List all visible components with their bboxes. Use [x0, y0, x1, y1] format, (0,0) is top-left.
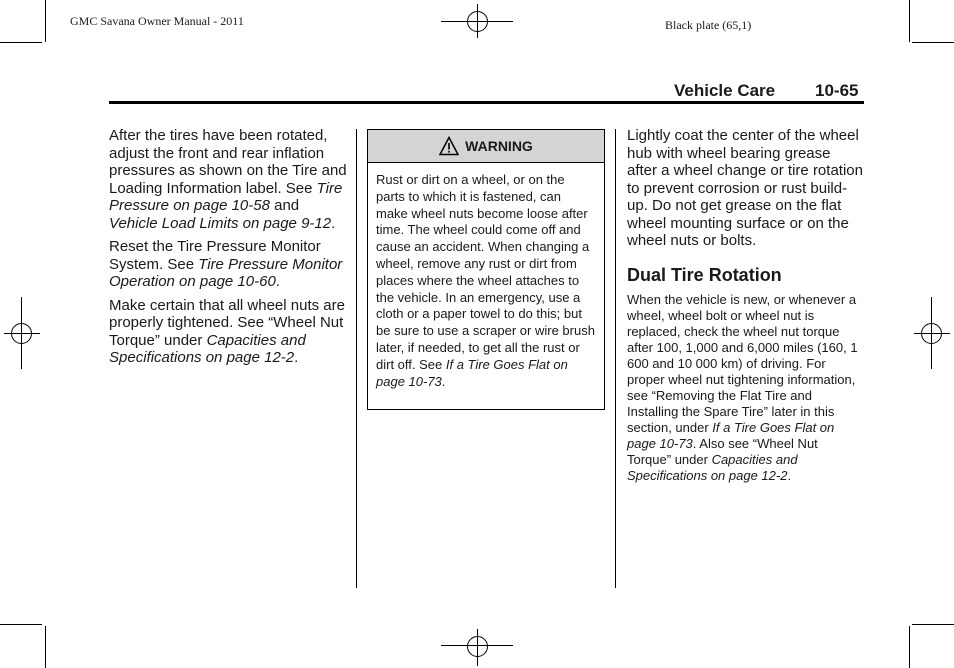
paragraph	[627, 292, 863, 484]
body-text: When the vehicle is new, or whenever a wheel, wheel bolt or wheel nut is replaced, check the wheel nut torque after 100, 1,000 and 6,000 miles (160, 1 600 and 10 000 km) of driving. For proper wheel nut tightening information, see “Removing the Flat Tire and Installing the Spare Tire” later in this section, under	[627, 291, 858, 435]
crop-mark	[0, 624, 42, 625]
warning-title: WARNING	[465, 138, 533, 154]
crop-mark	[912, 624, 954, 625]
body-text: and	[269, 197, 300, 214]
column-divider	[615, 129, 616, 588]
paragraph	[109, 238, 349, 291]
crop-mark	[45, 0, 46, 42]
warning-header	[368, 130, 604, 163]
cross-reference[interactable]: Vehicle Load Limits on page 9-12	[109, 214, 332, 232]
body-text: . Also see “Wheel Nut Torque” under	[627, 435, 818, 467]
body-text: .	[294, 349, 299, 366]
page-number: 10-65	[815, 81, 859, 100]
section-heading: Dual Tire Rotation	[627, 264, 782, 285]
body-text: .	[441, 373, 446, 389]
right-column	[627, 127, 863, 484]
crop-mark	[45, 626, 46, 668]
body-text: .	[275, 273, 280, 290]
body-text: .	[787, 467, 792, 483]
body-text: Rust or dirt on a wheel, or on the parts to which it is fastened, can make wheel nuts become loose after time. The wheel could come off and cause an accident. When changing a wheel, remove any rust or dirt from places where the wheel attaches to the vehicle. In an emergency, use a cloth or a paper towel to do this; but be sure to use a scraper or wire brush later, if needed, to get all the rust or dirt off. See	[376, 172, 595, 372]
warning-triangle-icon	[439, 136, 459, 156]
column-divider	[356, 129, 357, 588]
body-text: After the tires have been rotated, adjust the front and rear inflation pressures as shown on the Tire and Loading Information label. See	[109, 127, 347, 197]
left-column	[109, 127, 349, 373]
cross-reference[interactable]: If a Tire Goes Flat on page 10-73	[376, 356, 568, 389]
body-text: Make certain that all wheel nuts are properly tightened. See “Wheel Nut Torque” under	[109, 296, 345, 349]
body-text: Reset the Tire Pressure Monitor System. See	[109, 238, 321, 273]
header-rule	[109, 101, 864, 104]
crop-mark	[912, 42, 954, 43]
cross-reference[interactable]: Tire Pressure on page 10-58	[109, 179, 343, 214]
warning-box	[367, 129, 605, 410]
crop-mark	[909, 0, 910, 42]
paragraph	[109, 297, 349, 367]
plate-label-left: GMC Savana Owner Manual - 2011	[70, 14, 244, 28]
registration-circle	[467, 636, 488, 657]
body-text: .	[331, 214, 336, 232]
plate-label-right: Black plate (65,1)	[665, 18, 752, 32]
warning-text	[368, 163, 604, 390]
crop-mark	[909, 626, 910, 668]
section-title: Vehicle Care	[674, 81, 776, 100]
paragraph	[109, 127, 349, 232]
cross-reference[interactable]: Tire Pressure Monitor Operation on page 10-60	[109, 255, 343, 290]
registration-circle	[921, 323, 942, 344]
crop-mark	[0, 42, 42, 43]
cross-reference[interactable]: Capacities and Specifications on page 12-2	[109, 331, 306, 366]
cross-reference[interactable]: Capacities and Specifications on page 12-2	[627, 451, 798, 483]
registration-circle	[11, 323, 32, 344]
paragraph: Lightly coat the center of the wheel hub with wheel bearing grease after a wheel change or tire rotation to prevent corrosion or rust build-up. Do not get grease on the flat wheel mounting surface or on the wheel nuts or bolts.	[627, 127, 863, 249]
cross-reference[interactable]: If a Tire Goes Flat on page 10-73	[627, 419, 835, 451]
registration-circle	[467, 11, 488, 32]
